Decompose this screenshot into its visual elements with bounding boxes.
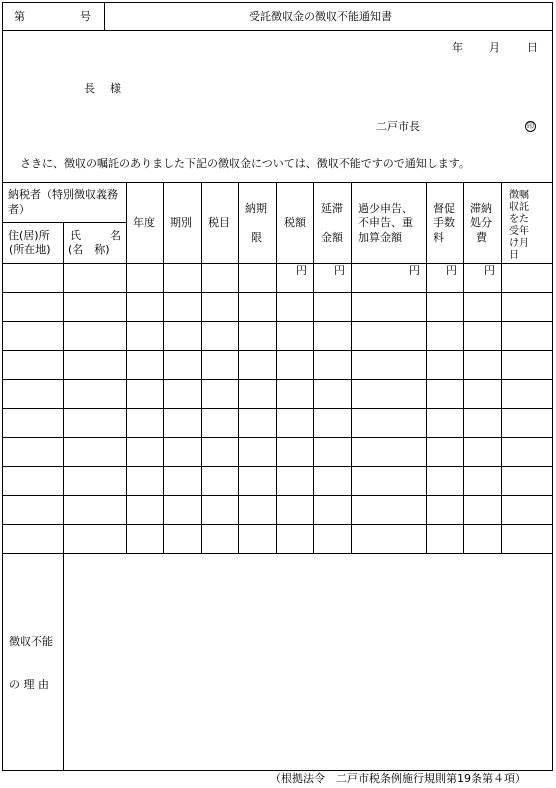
number-go-label: 号 xyxy=(80,10,91,23)
header-commission-4: 受年 xyxy=(509,226,529,237)
header-dun-1: 督促 xyxy=(433,202,455,215)
col-border-late xyxy=(351,182,352,553)
table-header-bottom xyxy=(2,263,553,264)
header-late-2: 金額 xyxy=(321,231,343,244)
header-commission-1: 徴嘱 xyxy=(509,190,529,201)
row-border-3 xyxy=(2,350,553,351)
header-year: 年度 xyxy=(133,216,155,229)
reason-label-1: 徴収不能 xyxy=(9,635,53,648)
table-top-border xyxy=(2,182,553,183)
header-address-1: 住(居)所 xyxy=(8,229,50,242)
reason-field[interactable] xyxy=(64,554,552,770)
row-border-4 xyxy=(2,379,553,380)
col-border-arrears xyxy=(501,182,502,553)
yen-unit-dun: 円 xyxy=(446,264,457,277)
col-border-tax-amount xyxy=(313,182,314,553)
header-name-2: (名 称) xyxy=(68,243,110,256)
header-commission-3: をた xyxy=(509,214,529,225)
addressee-honorific: 様 xyxy=(110,82,121,95)
header-arrears-2: 処分 xyxy=(470,216,492,229)
header-commission-2: 収託 xyxy=(509,202,529,213)
header-commission-5: け月 xyxy=(509,238,529,249)
addressee-label: 長 xyxy=(84,82,95,95)
header-arrears-1: 滞納 xyxy=(470,202,492,215)
header-taxpayer: 納税者（特別徴収義務者） xyxy=(8,188,118,217)
seal-mark-icon: 印 xyxy=(527,122,534,130)
header-due-1: 納期 xyxy=(245,202,267,215)
header-penalty-2: 不申告、重 xyxy=(358,216,413,229)
header-arrears-3: 費 xyxy=(476,231,487,244)
yen-unit-penalty: 円 xyxy=(409,264,420,277)
reason-label-2: の 理 由 xyxy=(9,678,49,691)
header-period: 期別 xyxy=(170,216,192,229)
col-border-period xyxy=(201,182,202,553)
header-tax-item: 税目 xyxy=(208,216,230,229)
row-border-6 xyxy=(2,437,553,438)
row-border-5 xyxy=(2,408,553,409)
document-title: 受託徴収金の徴収不能通知書 xyxy=(249,10,392,23)
col-border-year xyxy=(163,182,164,553)
header-name-1b: 名 xyxy=(110,229,121,242)
number-dai-label: 第 xyxy=(14,10,25,23)
col-border-tax-item xyxy=(238,182,239,553)
col-border-penalty xyxy=(426,182,427,553)
row-border-1 xyxy=(2,292,553,293)
header-divider xyxy=(104,2,105,31)
header-address-2: (所在地) xyxy=(9,243,51,256)
taxpayer-sub-border xyxy=(2,222,126,223)
date-month: 月 xyxy=(489,41,500,54)
date-year: 年 xyxy=(452,41,463,54)
yen-unit-late: 円 xyxy=(334,264,345,277)
header-late-1: 延滞 xyxy=(321,202,343,215)
legal-basis-footnote: （根拠法令 二戸市税条例施行規則第19条第４項） xyxy=(270,772,526,785)
intro-text: さきに、徴収の嘱託のありました下記の徴収金については、徴収不能ですので通知します。 xyxy=(20,157,470,170)
yen-unit-tax-amount: 円 xyxy=(296,264,307,277)
col-border-dun xyxy=(463,182,464,553)
yen-unit-arrears: 円 xyxy=(484,264,495,277)
date-day: 日 xyxy=(527,41,538,54)
col-border-name xyxy=(126,182,127,553)
header-dun-3: 料 xyxy=(433,231,444,244)
header-penalty-1: 過少申告、 xyxy=(358,202,413,215)
header-name-1a: 氏 xyxy=(70,229,81,242)
row-border-2 xyxy=(2,321,553,322)
col-border-due xyxy=(276,182,277,553)
sender-name: 二戸市長 xyxy=(376,120,420,133)
header-penalty-3: 加算金額 xyxy=(358,231,402,244)
row-border-7 xyxy=(2,466,553,467)
header-due-2: 限 xyxy=(251,231,262,244)
header-dun-2: 手数 xyxy=(433,216,455,229)
row-border-9 xyxy=(2,524,553,525)
col-border-address xyxy=(63,222,64,553)
header-tax-amount: 税額 xyxy=(284,216,306,229)
header-commission-6: 日 xyxy=(509,250,519,261)
row-border-8 xyxy=(2,495,553,496)
